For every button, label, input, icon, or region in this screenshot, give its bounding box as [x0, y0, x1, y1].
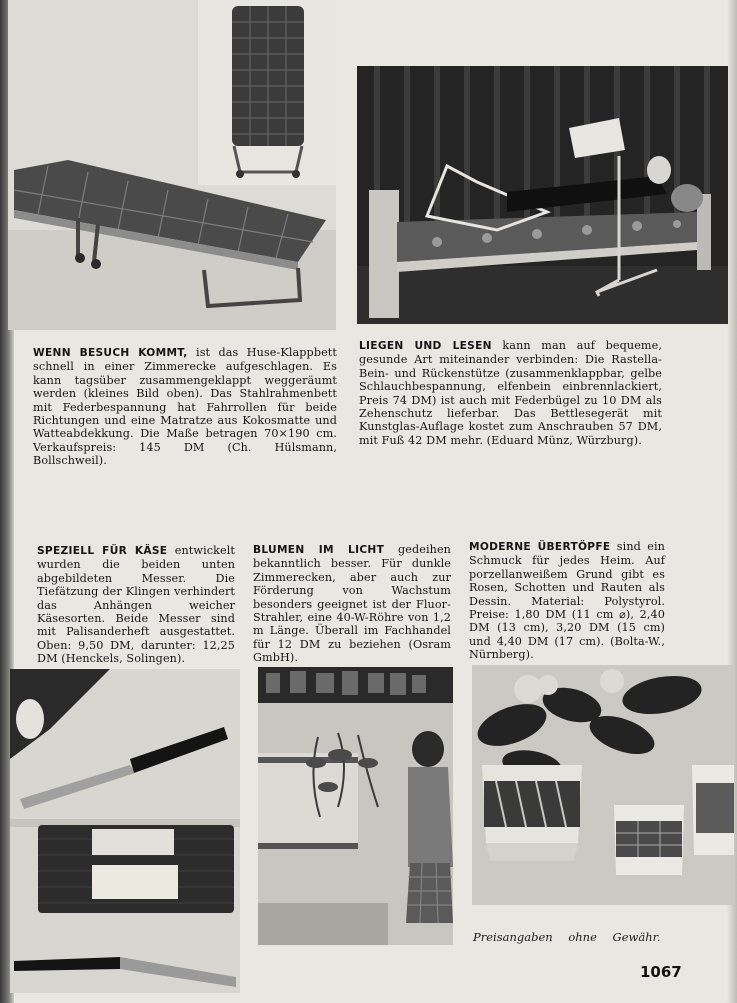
photo-plant-light: [258, 667, 453, 945]
caption-uebertoepfe-heading: MODERNE ÜBERTÖPFE: [469, 541, 611, 553]
photo-cheese-knives: [10, 669, 240, 993]
caption-uebertoepfe: [469, 540, 665, 662]
caption-kaese-heading: SPEZIELL FÜR KÄSE: [37, 545, 168, 557]
caption-klappbett-text: ist das Huse-Klappbett schnell in einer Zimmerecke aufgeschlagen. Es kann tagsüber zusammengeklappt weggeräumt werden (kleines Bild oben). Das Stahlrahmenbett mit Federbespannung hat Fahrrollen für beide Richtungen und eine Matratze aus Kokosmatte und Watteabdekkung. Die Maße betragen 70×190 cm. Verkaufspreis: 145 DM (Ch. Hülsmann, Bollschweil).: [33, 346, 337, 468]
photo-reading-in-bed: [357, 66, 728, 324]
caption-kaese: [37, 544, 235, 666]
caption-blumen-licht-heading: BLUMEN IM LICHT: [253, 544, 385, 556]
caption-uebertoepfe-text: sind ein Schmuck für jedes Heim. Auf porzellanweißem Grund gibt es Rosen, Schotten und Rauten als Dessin. Material: Polystyrol. Preise: 1,80 DM (11 cm ⌀), 2,40 DM (13 cm), 3,20 DM (15 cm) und 4,40 DM (17 cm). (Bolta-W., Nürnberg).: [469, 540, 665, 662]
caption-kaese-text: entwickelt wurden die beiden unten abgebildeten Messer. Die Tiefätzung der Klingen verhindert das Anhängen weicher Käsesorten. Beide Messer sind mit Palisanderheft ausgestattet. Oben: 9,50 DM, darunter: 12,25 DM (Henckels, Solingen).: [37, 544, 235, 666]
photo-folding-bed: [8, 0, 336, 330]
price-disclaimer: Preisangaben ohne Gewähr.: [473, 930, 661, 944]
caption-klappbett: [33, 346, 337, 468]
caption-klappbett-heading: WENN BESUCH KOMMT,: [33, 347, 188, 359]
caption-blumen-licht: [253, 543, 451, 665]
photo-planters: [472, 665, 734, 905]
caption-liegen-lesen-heading: LIEGEN UND LESEN: [359, 340, 492, 352]
caption-blumen-licht-text: gedeihen bekanntlich besser. Für dunkle Zimmerecken, aber auch zur Förderung von Wachstum besonders geeignet ist der Fluor-Strahler, eine 40-W-Röhre von 1,2 m Länge. Überall im Fachhandel für 12 DM zu beziehen (Osram GmbH).: [253, 543, 451, 665]
page-number: 1067: [640, 963, 682, 981]
caption-liegen-lesen-text: kann man auf bequeme, gesunde Art miteinander verbinden: Die Rastella-Bein- und Rückenstütze (zusammenklappbar, gelbe Schlauchbespannung, elfenbein einbrennlackiert, Preis 74 DM) ist auch mit Federbügel zu 10 DM als Zehenschutz lieferbar. Das Bettlesegerät mit Kunstglas-Auflage kostet zum Anschrauben 57 DM, mit Fuß 42 DM mehr. (Eduard Münz, Würzburg).: [359, 339, 662, 447]
caption-liegen-lesen: [359, 339, 662, 447]
